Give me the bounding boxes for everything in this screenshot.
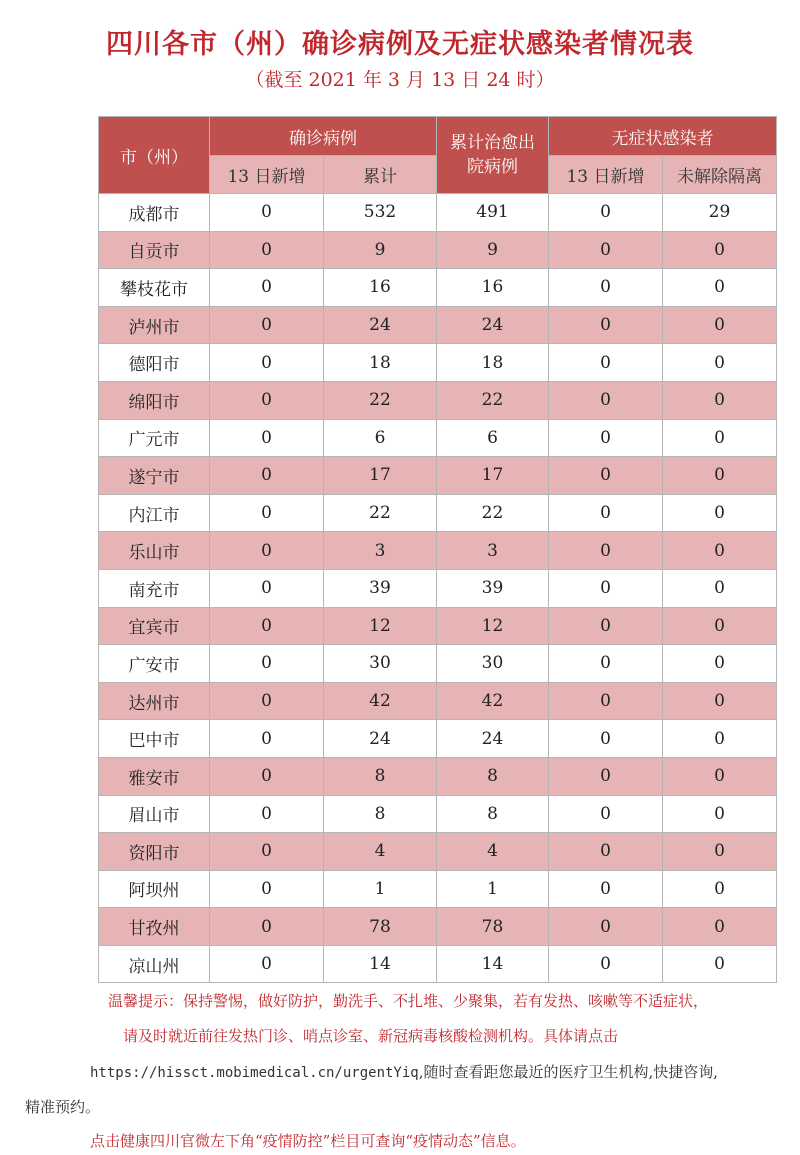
table-row [99, 569, 777, 607]
cell-discharged: 22 [437, 381, 549, 419]
page-subtitle: （截至 2021 年 3 月 13 日 24 时） [245, 69, 555, 91]
table-body [99, 194, 777, 983]
note-line-3 [90, 1061, 718, 1082]
table-row [99, 945, 777, 983]
cell-asym-new: 0 [549, 419, 663, 457]
cell-asym-isolated: 0 [663, 231, 777, 269]
booking-link[interactable]: https://hissct.mobimedical.cn/urgentYiq [90, 1065, 419, 1081]
cell-cumulative: 1 [324, 870, 437, 908]
cell-new-today: 0 [210, 494, 324, 532]
header-asymptomatic-group: 无症状感染者 [549, 117, 777, 156]
note-line-3-rest: ,随时查看距您最近的医疗卫生机构,快捷咨询, [418, 1063, 719, 1081]
cell-city: 德阳市 [99, 344, 210, 382]
cell-discharged: 16 [437, 269, 549, 307]
cell-cumulative: 532 [324, 194, 437, 232]
cell-asym-isolated: 0 [663, 532, 777, 570]
cell-new-today: 0 [210, 381, 324, 419]
page-title: 四川各市（州）确诊病例及无症状感染者情况表 [106, 29, 694, 60]
header-confirmed-group: 确诊病例 [210, 117, 437, 156]
cell-cumulative: 12 [324, 607, 437, 645]
cell-discharged: 24 [437, 720, 549, 758]
cell-new-today: 0 [210, 795, 324, 833]
cell-asym-isolated: 0 [663, 833, 777, 871]
cell-asym-new: 0 [549, 231, 663, 269]
cell-asym-new: 0 [549, 494, 663, 532]
cell-cumulative: 9 [324, 231, 437, 269]
cell-city: 资阳市 [99, 833, 210, 871]
cell-cumulative: 24 [324, 720, 437, 758]
cell-cumulative: 8 [324, 795, 437, 833]
cell-asym-new: 0 [549, 344, 663, 382]
cell-asym-new: 0 [549, 306, 663, 344]
table-row [99, 757, 777, 795]
cell-asym-isolated: 0 [663, 306, 777, 344]
cell-city: 凉山州 [99, 945, 210, 983]
table-row [99, 494, 777, 532]
cell-new-today: 0 [210, 645, 324, 683]
cell-new-today: 0 [210, 833, 324, 871]
cell-asym-isolated: 0 [663, 381, 777, 419]
cell-asym-isolated: 0 [663, 645, 777, 683]
cell-city: 自贡市 [99, 231, 210, 269]
cell-cumulative: 17 [324, 457, 437, 495]
cell-discharged: 17 [437, 457, 549, 495]
table-row [99, 457, 777, 495]
cell-new-today: 0 [210, 607, 324, 645]
cell-city: 雅安市 [99, 757, 210, 795]
cell-new-today: 0 [210, 682, 324, 720]
cell-discharged: 6 [437, 419, 549, 457]
cell-cumulative: 6 [324, 419, 437, 457]
cell-new-today: 0 [210, 306, 324, 344]
cell-city: 攀枝花市 [99, 269, 210, 307]
cell-asym-new: 0 [549, 607, 663, 645]
cell-discharged: 12 [437, 607, 549, 645]
table-row [99, 607, 777, 645]
cell-cumulative: 16 [324, 269, 437, 307]
cell-city: 泸州市 [99, 306, 210, 344]
cell-cumulative: 42 [324, 682, 437, 720]
cell-asym-isolated: 0 [663, 269, 777, 307]
cell-city: 成都市 [99, 194, 210, 232]
note-line-4: 精准预约。 [25, 1098, 101, 1116]
cell-asym-isolated: 0 [663, 870, 777, 908]
cell-asym-new: 0 [549, 757, 663, 795]
cell-new-today: 0 [210, 419, 324, 457]
table-row [99, 269, 777, 307]
header-asym-new-today: 13 日新增 [549, 156, 663, 194]
note-line-1: 温馨提示：保持警惕，做好防护，勤洗手、不扎堆、少聚集，若有发热、咳嗽等不适症状， [108, 992, 709, 1010]
cell-city: 南充市 [99, 569, 210, 607]
cell-discharged: 8 [437, 795, 549, 833]
cell-asym-isolated: 0 [663, 720, 777, 758]
cell-discharged: 18 [437, 344, 549, 382]
cell-asym-isolated: 0 [663, 795, 777, 833]
cell-asym-isolated: 29 [663, 194, 777, 232]
cell-asym-isolated: 0 [663, 607, 777, 645]
cell-asym-new: 0 [549, 381, 663, 419]
header-cumulative: 累计 [324, 156, 437, 194]
cell-asym-isolated: 0 [663, 682, 777, 720]
cell-cumulative: 78 [324, 908, 437, 946]
table-row [99, 645, 777, 683]
table-row [99, 532, 777, 570]
cell-discharged: 4 [437, 833, 549, 871]
cell-city: 内江市 [99, 494, 210, 532]
note-line-2: 请及时就近前往发热门诊、哨点诊室、新冠病毒核酸检测机构。具体请点击 [123, 1027, 619, 1045]
cell-city: 广安市 [99, 645, 210, 683]
cell-discharged: 491 [437, 194, 549, 232]
cell-discharged: 14 [437, 945, 549, 983]
cell-new-today: 0 [210, 569, 324, 607]
cell-discharged: 9 [437, 231, 549, 269]
note-line-5: 点击健康四川官微左下角“疫情防控”栏目可查询“疫情动态”信息。 [90, 1132, 526, 1150]
header-new-today: 13 日新增 [210, 156, 324, 194]
cell-discharged: 78 [437, 908, 549, 946]
cell-asym-isolated: 0 [663, 569, 777, 607]
table-row [99, 682, 777, 720]
cell-asym-new: 0 [549, 269, 663, 307]
table-row [99, 908, 777, 946]
cell-new-today: 0 [210, 720, 324, 758]
table-row [99, 720, 777, 758]
cell-asym-new: 0 [549, 833, 663, 871]
cell-cumulative: 24 [324, 306, 437, 344]
table-row [99, 306, 777, 344]
cell-city: 遂宁市 [99, 457, 210, 495]
cell-city: 眉山市 [99, 795, 210, 833]
table-row [99, 870, 777, 908]
cell-asym-new: 0 [549, 532, 663, 570]
cell-new-today: 0 [210, 231, 324, 269]
cell-asym-new: 0 [549, 194, 663, 232]
header-city: 市（州） [99, 117, 210, 194]
cell-cumulative: 39 [324, 569, 437, 607]
cell-new-today: 0 [210, 757, 324, 795]
cell-asym-isolated: 0 [663, 457, 777, 495]
table-row [99, 231, 777, 269]
cases-table [98, 116, 777, 983]
cell-asym-new: 0 [549, 645, 663, 683]
cell-discharged: 3 [437, 532, 549, 570]
cell-asym-new: 0 [549, 682, 663, 720]
cell-new-today: 0 [210, 532, 324, 570]
table-row [99, 194, 777, 232]
cell-asym-new: 0 [549, 945, 663, 983]
cell-city: 达州市 [99, 682, 210, 720]
header-asym-isolated: 未解除隔离 [663, 156, 777, 194]
cell-cumulative: 4 [324, 833, 437, 871]
cell-asym-new: 0 [549, 720, 663, 758]
cell-cumulative: 22 [324, 381, 437, 419]
cell-asym-isolated: 0 [663, 908, 777, 946]
cell-cumulative: 18 [324, 344, 437, 382]
cell-cumulative: 30 [324, 645, 437, 683]
cell-city: 乐山市 [99, 532, 210, 570]
cell-city: 甘孜州 [99, 908, 210, 946]
cell-discharged: 42 [437, 682, 549, 720]
cell-discharged: 39 [437, 569, 549, 607]
cell-new-today: 0 [210, 870, 324, 908]
cell-city: 巴中市 [99, 720, 210, 758]
cell-cumulative: 22 [324, 494, 437, 532]
cell-discharged: 24 [437, 306, 549, 344]
cell-asym-isolated: 0 [663, 945, 777, 983]
cell-new-today: 0 [210, 269, 324, 307]
cell-new-today: 0 [210, 457, 324, 495]
cell-asym-isolated: 0 [663, 344, 777, 382]
cell-new-today: 0 [210, 344, 324, 382]
cell-asym-isolated: 0 [663, 494, 777, 532]
table-row [99, 344, 777, 382]
cell-city: 广元市 [99, 419, 210, 457]
table-row [99, 833, 777, 871]
cell-asym-new: 0 [549, 908, 663, 946]
cell-asym-new: 0 [549, 870, 663, 908]
cell-cumulative: 8 [324, 757, 437, 795]
cell-discharged: 8 [437, 757, 549, 795]
cell-new-today: 0 [210, 908, 324, 946]
table-row [99, 419, 777, 457]
cell-city: 阿坝州 [99, 870, 210, 908]
cell-asym-isolated: 0 [663, 419, 777, 457]
cell-asym-isolated: 0 [663, 757, 777, 795]
cell-city: 绵阳市 [99, 381, 210, 419]
cell-asym-new: 0 [549, 795, 663, 833]
table-row [99, 795, 777, 833]
cell-discharged: 1 [437, 870, 549, 908]
header-discharged: 累计治愈出院病例 [437, 117, 549, 194]
cell-asym-new: 0 [549, 457, 663, 495]
cell-asym-new: 0 [549, 569, 663, 607]
cell-new-today: 0 [210, 194, 324, 232]
cell-new-today: 0 [210, 945, 324, 983]
cell-cumulative: 14 [324, 945, 437, 983]
table-row [99, 381, 777, 419]
cell-discharged: 30 [437, 645, 549, 683]
cell-discharged: 22 [437, 494, 549, 532]
cell-cumulative: 3 [324, 532, 437, 570]
cell-city: 宜宾市 [99, 607, 210, 645]
